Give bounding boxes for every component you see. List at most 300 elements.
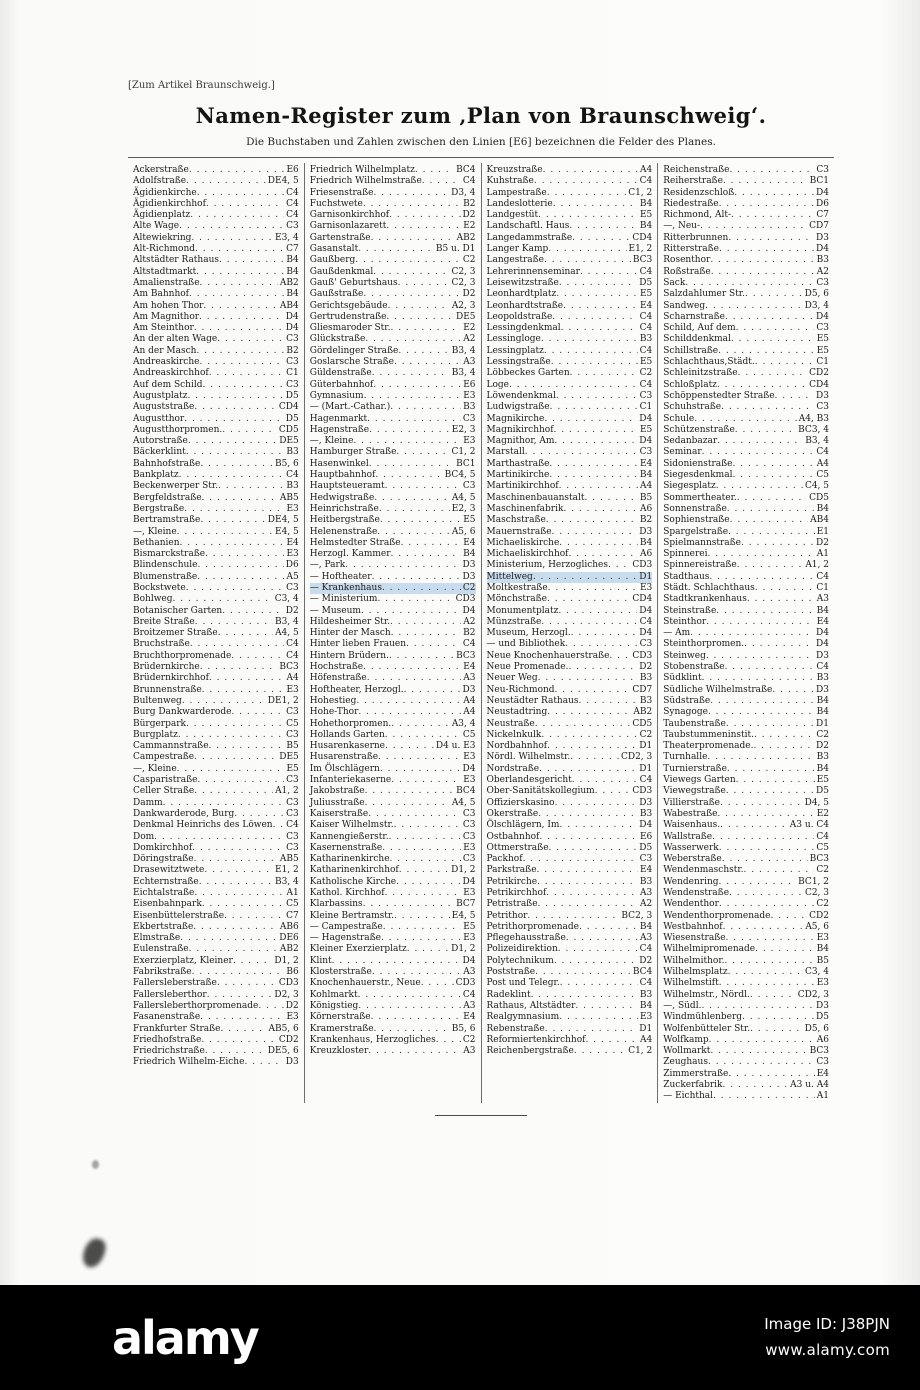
register-entry <box>487 210 653 221</box>
entry-name: Fasanenstraße <box>133 1012 201 1023</box>
entry-name: Steinweg <box>663 650 706 661</box>
register-entry <box>133 606 299 617</box>
register-entry <box>133 673 299 684</box>
register-entry <box>487 244 653 255</box>
entry-name: Gaußdenkmal <box>309 266 374 277</box>
register-entry <box>487 1035 653 1046</box>
entry-name: Turnierstraße <box>663 763 727 774</box>
dot-leader <box>556 391 638 402</box>
entry-grid-ref: E4 <box>639 865 653 876</box>
dot-leader <box>209 741 285 752</box>
register-entry <box>487 504 653 515</box>
dot-leader <box>378 752 461 763</box>
register-entry <box>663 752 829 763</box>
entry-grid-ref: A3 <box>816 594 829 605</box>
entry-grid-ref: E3 <box>286 549 299 560</box>
register-entry <box>663 233 829 244</box>
dot-leader <box>390 402 461 413</box>
entry-name: Am Magnithor <box>133 311 200 322</box>
dot-leader <box>732 470 814 481</box>
entry-grid-ref: DE5 <box>455 311 476 322</box>
dot-leader <box>556 289 638 300</box>
dot-leader <box>710 1046 807 1057</box>
entry-grid-ref: D6 <box>816 198 829 209</box>
entry-name: Hildesheimer Str. <box>309 616 391 627</box>
register-entry <box>133 730 299 741</box>
dot-leader <box>544 414 637 425</box>
register-entry <box>133 899 299 910</box>
dot-leader <box>549 459 638 470</box>
register-entry <box>310 583 476 594</box>
entry-name: Altstädter Rathaus <box>133 255 220 266</box>
dot-leader <box>744 639 814 650</box>
entry-name: Lessingplatz <box>486 345 544 356</box>
entry-name: Magnithor, Am <box>486 436 555 447</box>
entry-name: Spargelstraße <box>663 526 729 537</box>
dot-leader <box>234 809 284 820</box>
register-entry <box>133 538 299 549</box>
dot-leader <box>738 368 808 379</box>
dot-leader <box>568 662 637 673</box>
entry-grid-ref: C7 <box>286 244 299 255</box>
entry-grid-ref: D4 <box>462 763 476 774</box>
entry-name: Polizeidirektion <box>486 944 558 955</box>
dot-leader <box>203 301 277 312</box>
dot-leader <box>385 730 461 741</box>
dot-leader <box>163 798 284 809</box>
register-entry <box>310 255 476 266</box>
entry-grid-ref: B3 <box>639 808 653 819</box>
entry-grid-ref: A3 <box>463 1046 476 1057</box>
register-entry <box>133 549 299 560</box>
image-id-text: Image ID: J38PJN <box>764 1315 890 1333</box>
entry-grid-ref: D5 <box>639 842 653 853</box>
entry-name: Bürgerpark <box>133 718 186 729</box>
alamy-watermark-bar <box>0 1285 920 1390</box>
dot-leader <box>363 289 460 300</box>
dot-leader <box>538 210 638 221</box>
entry-grid-ref: B3 <box>639 989 653 1000</box>
dot-leader <box>388 301 450 312</box>
dot-leader <box>385 888 462 899</box>
entry-grid-ref: AB5, 6 <box>268 1023 299 1034</box>
entry-name: Friesenstraße <box>309 187 374 198</box>
entry-grid-ref: D3 <box>462 560 476 571</box>
register-entry <box>310 1001 476 1012</box>
entry-name: Augustthor <box>133 413 185 424</box>
entry-name: Mittelweg <box>486 571 533 582</box>
register-entry <box>663 820 829 831</box>
entry-name: Kreuzstraße <box>486 165 543 175</box>
register-entry <box>487 1012 653 1023</box>
dot-leader <box>202 899 284 910</box>
dot-leader <box>569 221 638 232</box>
entry-name: Lessingstraße <box>486 357 551 368</box>
dot-leader <box>363 199 461 210</box>
entry-name: Bultenweg <box>133 695 182 706</box>
register-entry <box>487 809 653 820</box>
entry-grid-ref: BC4, 5 <box>444 470 476 481</box>
dot-leader <box>381 933 461 944</box>
entry-grid-ref: A2 <box>463 616 476 627</box>
entry-name: Sonnenstraße <box>663 503 727 514</box>
entry-grid-ref: D4 <box>639 820 653 831</box>
dot-leader <box>177 527 273 538</box>
dot-leader <box>358 990 461 1001</box>
entry-grid-ref: D3 <box>816 232 829 243</box>
entry-name: Hinter lieben Frauen <box>309 639 407 650</box>
entry-grid-ref: C5 <box>816 842 829 853</box>
dot-leader <box>173 594 273 605</box>
entry-name: Siegesdenkmal <box>663 470 733 481</box>
dot-leader <box>154 832 284 843</box>
register-entry <box>663 549 829 560</box>
entry-grid-ref: B3, 4 <box>451 345 476 356</box>
entry-name: — Hagenstraße <box>309 933 381 944</box>
dot-leader <box>585 493 638 504</box>
register-entry <box>133 1046 299 1057</box>
entry-grid-ref: A3 <box>463 357 476 368</box>
dot-leader <box>345 560 460 571</box>
dot-leader <box>182 696 266 707</box>
entry-name: Post und Telegr. <box>486 978 560 989</box>
entry-name: Martinikirchhof <box>486 481 559 492</box>
entry-name: Petrikirche <box>486 876 538 887</box>
dot-leader <box>554 436 637 447</box>
dot-leader <box>218 628 273 639</box>
dot-leader <box>258 1001 283 1012</box>
register-entry <box>663 402 829 413</box>
entry-name: Ölschlägern, Im <box>486 820 560 831</box>
register-entry <box>133 911 299 922</box>
register-entry <box>487 832 653 843</box>
register-entry <box>310 843 476 854</box>
dot-leader <box>559 820 637 831</box>
entry-grid-ref: C3 <box>286 357 299 368</box>
dot-leader <box>398 346 449 357</box>
entry-name: Packhof <box>486 854 523 865</box>
register-column-3 <box>481 163 658 1103</box>
entry-grid-ref: D3, 4 <box>804 300 829 311</box>
dot-leader <box>196 346 284 357</box>
entry-name: Glückstraße <box>309 334 366 345</box>
register-entry <box>663 775 829 786</box>
dot-leader <box>609 651 630 662</box>
register-entry <box>487 696 653 707</box>
dot-leader <box>391 628 461 639</box>
alamy-url[interactable]: www.alamy.com <box>765 1340 890 1359</box>
entry-grid-ref: B3 <box>463 402 476 413</box>
entry-grid-ref: CD5 <box>632 718 653 729</box>
entry-name: Schlachthaus,Städt. <box>663 357 755 368</box>
entry-grid-ref: BC3 <box>632 255 653 266</box>
register-entry <box>133 165 299 176</box>
entry-name: Kramerstraße <box>309 1023 374 1034</box>
entry-grid-ref: C2, 3 <box>804 888 829 898</box>
entry-name: Stadtkrankenhaus <box>663 594 747 605</box>
entry-name: Friedrich Wilhelm-Eiche <box>133 1057 245 1068</box>
register-entry <box>487 176 653 187</box>
entry-grid-ref: C5 <box>286 718 299 729</box>
entry-grid-ref: BC4 <box>456 786 476 797</box>
dot-leader <box>549 843 638 854</box>
entry-grid-ref: A4, B3 <box>798 413 829 424</box>
entry-name: Knochenhauerstr., Neue <box>309 978 421 989</box>
register-entry <box>310 956 476 967</box>
entry-grid-ref: D2 <box>462 289 476 300</box>
register-entry <box>663 447 829 458</box>
entry-name: Offizierskasino <box>486 797 555 808</box>
register-entry <box>133 639 299 650</box>
dot-leader <box>719 843 815 854</box>
entry-grid-ref: C3 <box>286 221 299 232</box>
entry-name: Magnikirche <box>486 413 545 424</box>
dot-leader <box>373 188 449 199</box>
register-entry <box>663 990 829 1001</box>
entry-grid-ref: C3 <box>286 582 299 593</box>
entry-grid-ref: D5, 6 <box>804 1023 829 1034</box>
register-entry <box>310 854 476 865</box>
dot-leader <box>202 685 285 696</box>
dot-leader <box>375 470 442 481</box>
entry-name: Auguststraße <box>133 402 195 413</box>
entry-grid-ref: B3 <box>639 673 653 684</box>
dot-leader <box>195 617 273 628</box>
dot-leader <box>719 978 815 989</box>
article-note: [Zum Artikel Braunschweig.] <box>128 80 275 91</box>
entry-name: An der Masch <box>133 345 197 356</box>
entry-grid-ref: E5 <box>816 334 829 345</box>
register-entry <box>133 380 299 391</box>
dot-leader <box>707 752 814 763</box>
register-entry <box>487 1046 653 1057</box>
entry-grid-ref: C5 <box>286 899 299 910</box>
entry-grid-ref: A3 <box>463 673 476 684</box>
entry-grid-ref: BC3 <box>456 650 476 661</box>
entry-grid-ref: E6 <box>639 831 653 842</box>
entry-name: Synagoge <box>663 707 708 718</box>
entry-grid-ref: C3 <box>462 808 476 819</box>
dot-leader <box>396 877 460 888</box>
entry-grid-ref: E3 <box>639 1012 653 1023</box>
entry-grid-ref: E2 <box>816 808 829 819</box>
entry-name: Helenenstraße <box>309 526 378 537</box>
register-entry <box>133 346 299 357</box>
register-entry <box>133 707 299 718</box>
entry-grid-ref: E3 <box>639 582 653 593</box>
dot-leader <box>363 662 461 673</box>
entry-name: Bockstwete <box>133 582 186 593</box>
entry-grid-ref: A2 <box>640 899 653 910</box>
register-entry <box>133 527 299 538</box>
dot-leader <box>179 470 285 481</box>
dot-leader <box>206 199 284 210</box>
register-entry <box>310 176 476 187</box>
entry-grid-ref: D4, 5 <box>804 797 829 808</box>
dot-leader <box>547 707 631 718</box>
entry-name: Wilhelmstift <box>663 978 719 989</box>
entry-grid-ref: C3 <box>816 1057 829 1068</box>
entry-grid-ref: B5, 6 <box>274 458 299 469</box>
entry-grid-ref: CD2 <box>278 1034 299 1045</box>
dot-leader <box>553 199 638 210</box>
dot-leader <box>197 572 284 583</box>
register-entry <box>310 278 476 289</box>
entry-grid-ref: E3 <box>463 752 476 763</box>
entry-grid-ref: C1, 2 <box>451 447 476 458</box>
dot-leader <box>563 504 638 515</box>
register-entry <box>310 470 476 481</box>
dot-leader <box>742 1012 814 1023</box>
register-entry <box>310 730 476 741</box>
entry-grid-ref: B4 <box>639 470 653 481</box>
entry-name: Villierstraße <box>663 797 720 808</box>
register-entry <box>487 752 653 763</box>
dot-leader <box>720 820 788 831</box>
entry-grid-ref: C3 <box>286 842 299 853</box>
dot-leader <box>190 639 284 650</box>
entry-name: Poststraße <box>486 967 536 978</box>
entry-grid-ref: E3 <box>286 1012 299 1023</box>
register-entry <box>310 267 476 278</box>
entry-name: Richmond, Alt- <box>663 210 732 221</box>
dot-leader <box>731 334 815 345</box>
entry-name: Exerzierplatz, Kleiner <box>133 955 233 966</box>
register-entry <box>663 560 829 571</box>
entry-grid-ref: CD3 <box>455 978 476 989</box>
dot-leader <box>574 1046 626 1057</box>
register-entry <box>487 707 653 718</box>
dot-leader <box>386 221 461 232</box>
dot-leader <box>729 888 803 899</box>
entry-grid-ref: C2 <box>639 729 653 740</box>
entry-name: Südklint <box>663 673 702 684</box>
entry-name: Nickelnkulk <box>486 729 542 740</box>
entry-name: Bismarckstraße <box>133 549 206 560</box>
dot-leader <box>533 572 637 583</box>
register-entry <box>663 425 829 436</box>
dot-leader <box>552 527 638 538</box>
entry-grid-ref: A4 <box>640 481 653 492</box>
register-entry <box>310 301 476 312</box>
entry-name: Juliusstraße <box>309 797 365 808</box>
entry-grid-ref: B4 <box>816 707 829 718</box>
register-entry <box>663 583 829 594</box>
register-entry <box>487 323 653 334</box>
dot-leader <box>723 922 804 933</box>
entry-name: Gertrudenstraße <box>309 311 387 322</box>
entry-grid-ref: C3 <box>639 639 653 650</box>
register-entry <box>133 1057 299 1068</box>
dot-leader <box>554 956 637 967</box>
entry-grid-ref: CD4 <box>809 379 829 390</box>
dot-leader <box>559 481 638 492</box>
entry-grid-ref: C4 <box>462 176 476 187</box>
register-entry <box>133 493 299 504</box>
entry-name: Marthastraße <box>486 458 550 469</box>
register-entry <box>663 877 829 888</box>
register-entry <box>133 1012 299 1023</box>
entry-grid-ref: BC1, 2 <box>798 876 829 887</box>
dot-leader <box>548 583 638 594</box>
entry-name: Bertramstraße <box>133 515 201 526</box>
entry-grid-ref: A4, 5 <box>451 797 476 808</box>
entry-grid-ref: C4 <box>816 571 829 582</box>
dot-leader <box>728 967 803 978</box>
entry-name: Hohe-Thor <box>309 707 359 718</box>
dot-leader <box>579 922 638 933</box>
entry-name: Am hohen Thor <box>133 300 204 311</box>
dot-leader <box>575 1001 638 1012</box>
entry-name: Wilhelmsplatz <box>663 967 728 978</box>
register-entry <box>133 391 299 402</box>
entry-grid-ref: C1 <box>816 357 829 368</box>
entry-grid-ref: D5 <box>639 277 653 288</box>
dot-leader <box>541 730 637 741</box>
entry-grid-ref: C4 <box>639 616 653 627</box>
entry-grid-ref: C4 <box>639 266 653 277</box>
entry-name: Maschstraße <box>486 515 546 526</box>
entry-grid-ref: C4 <box>639 176 653 187</box>
entry-grid-ref: CD5 <box>278 424 299 435</box>
entry-grid-ref: C4 <box>286 210 299 221</box>
dot-leader <box>391 775 461 786</box>
entry-grid-ref: E4, 5 <box>275 526 299 537</box>
entry-name: Kaiser Wilhelmstr. <box>309 820 394 831</box>
entry-grid-ref: AB2 <box>279 944 299 955</box>
entry-name: Wendenring <box>663 876 719 887</box>
entry-name: Parkstraße <box>486 865 537 876</box>
register-column-2 <box>304 163 481 1103</box>
entry-name: Andreaskirchhof <box>133 368 209 379</box>
entry-name: Scharnstraße <box>663 311 725 322</box>
register-entry <box>310 990 476 1001</box>
entry-name: Löwendenkmal <box>486 390 556 401</box>
entry-grid-ref: B2 <box>286 345 299 356</box>
entry-name: An der alten Wage <box>133 334 218 345</box>
entry-grid-ref: C4 <box>639 311 653 322</box>
dot-leader <box>404 685 461 696</box>
entry-grid-ref: CD2 <box>809 910 829 921</box>
entry-grid-ref: BC2, 3 <box>621 910 653 921</box>
register-entry <box>487 978 653 989</box>
register-entry <box>487 990 653 1001</box>
entry-grid-ref: CD7 <box>809 221 829 232</box>
entry-name: Ministerium, Herzogliches <box>486 560 608 571</box>
register-entry <box>663 334 829 345</box>
dot-leader <box>205 549 284 560</box>
entry-grid-ref: D3 <box>462 684 476 695</box>
entry-name: Adolfstraße <box>133 176 187 187</box>
entry-grid-ref: C1, 2 <box>628 187 653 198</box>
dot-leader <box>401 538 462 549</box>
dot-leader <box>710 696 814 707</box>
register-entry <box>310 244 476 255</box>
dot-leader <box>194 786 273 797</box>
register-entry <box>133 221 299 232</box>
entry-grid-ref: B4 <box>639 921 653 932</box>
register-entry <box>663 978 829 989</box>
dot-leader <box>725 312 814 323</box>
register-entry <box>133 967 299 978</box>
entry-name: Wendenstraße <box>663 888 730 898</box>
entry-name: Reichenbergstraße <box>486 1046 574 1057</box>
entry-name: Ottmerstraße <box>486 842 549 853</box>
entry-grid-ref: B3, 4 <box>451 368 476 379</box>
entry-name: Leonhardtstraße <box>486 300 564 311</box>
entry-grid-ref: D4 <box>462 955 476 966</box>
dot-leader <box>719 877 797 888</box>
